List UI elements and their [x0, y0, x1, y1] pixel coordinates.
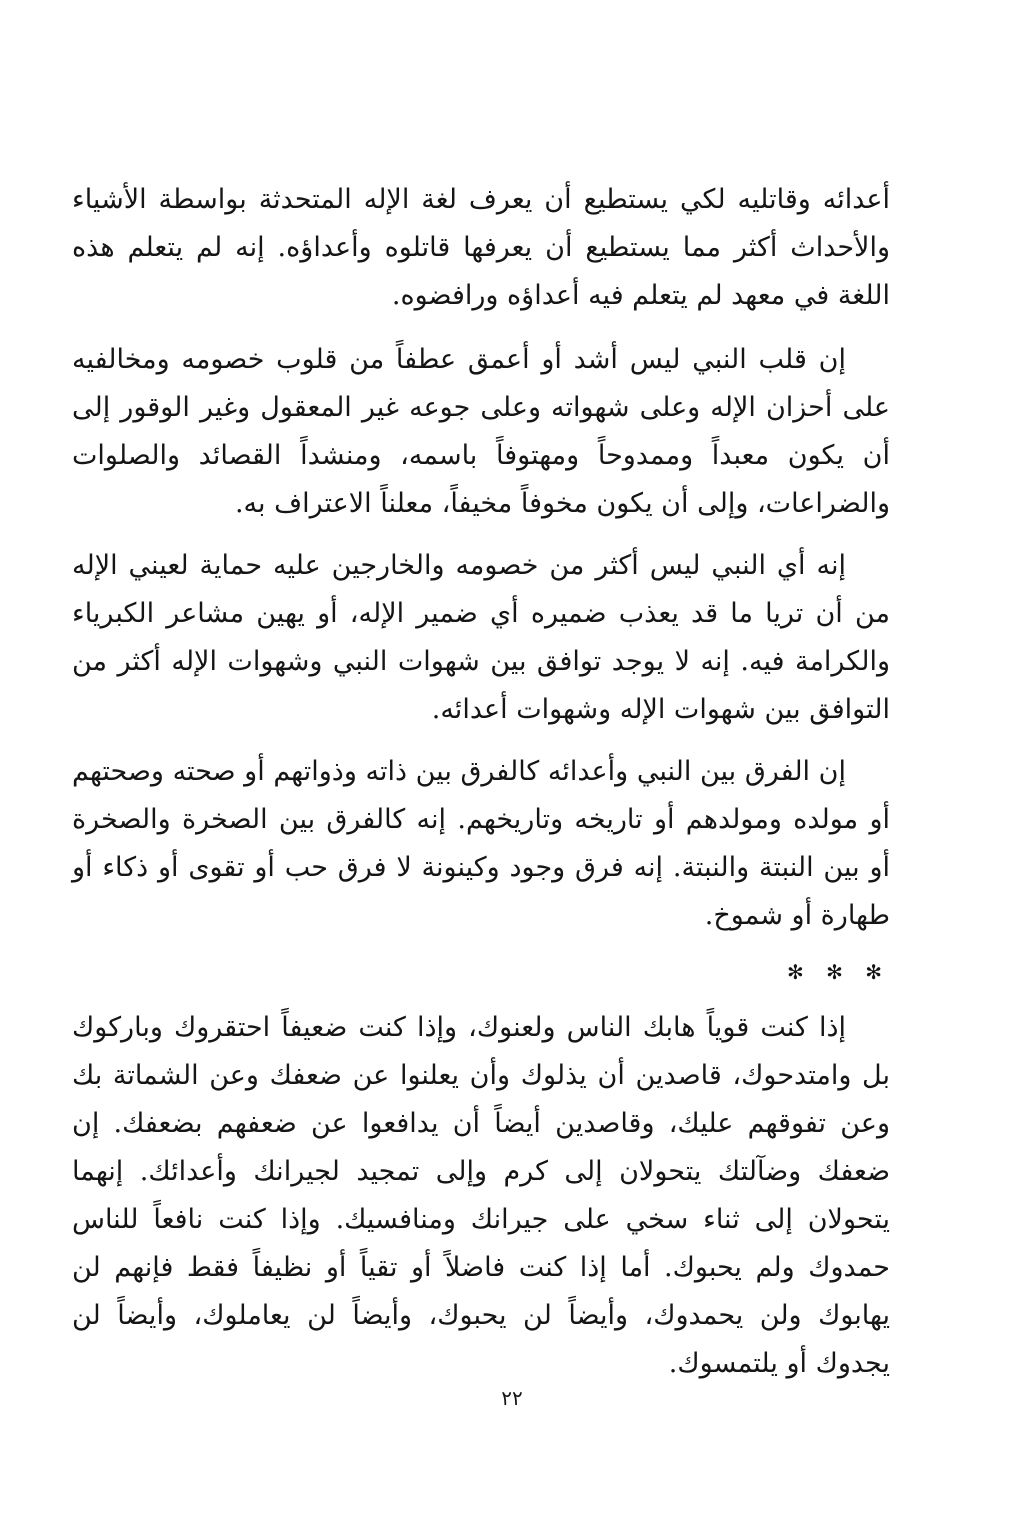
paragraph-strength-weakness: إذا كنت قوياً هابك الناس ولعنوك، وإذا كنت ضعيفاً احتقروك وباركوك بل وامتدحوك، قاصدين أن يذلوك وأن يعلنوا عن ضعفك وعن الشماتة بك وعن تفوقهم عليك، وقاصدين أيضاً أن يدافعوا عن ضعفهم بضعفك. إن ضعفك وضآلتك يتحولان إلى كرم وإلى تمجيد لجيرانك وأعدائك. إنهما يتحولان إلى ثناء سخي على جيرانك ومنافسيك. وإذا كنت نافعاً للناس حمدوك ولم يحبوك. أما إذا كنت فاضلاً أو تقياً أو نظيفاً فقط فإنهم لن يهابوك ولن يحمدوك، وأيضاً لن يحبوك، وأيضاً لن يعاملوك، وأيضاً لن يجدوك أو يلتمسوك. — [72, 1012, 890, 1379]
body-text — [72, 176, 890, 1402]
paragraph-continuation: أعدائه وقاتليه لكي يستطيع أن يعرف لغة الإله المتحدثة بواسطة الأشياء والأحداث أكثر مما يستطيع أن يعرفها قاتلوه وأعداؤه. إنه لم يتعلم هذه اللغة في معهد لم يتعلم فيه أعداؤه ورافضوه. — [72, 184, 890, 311]
paragraph-prophet-protection: إنه أي النبي ليس أكثر من خصومه والخارجين عليه حماية لعيني الإله من أن تريا ما قد يعذب ضميره أي ضمير الإله، أو يهين مشاعر الكبرياء والكرامة فيه. إنه لا يوجد توافق بين شهوات النبي وشهوات الإله أكثر من التوافق بين شهوات الإله وشهوات أعدائه. — [72, 550, 890, 725]
page-number: ٢٢ — [501, 1386, 523, 1410]
section-separator: ✻ ✻ ✻ — [787, 960, 890, 984]
paragraph-difference: إن الفرق بين النبي وأعدائه كالفرق بين ذاته وذواتهم أو صحته وصحتهم أو مولده ومولدهم أو تاريخه وتاريخهم. إنه كالفرق بين الصخرة والصخرة أو بين النبتة والنبتة. إنه فرق وجود وكينونة لا فرق حب أو تقوى أو ذكاء أو طهارة أو شموخ. — [72, 756, 890, 931]
paragraph-prophet-heart: إن قلب النبي ليس أشد أو أعمق عطفاً من قلوب خصومه ومخالفيه على أحزان الإله وعلى شهواته وعلى جوعه غير المعقول وغير الوقور إلى أن يكون معبداً وممدوحاً ومهتوفاً باسمه، ومنشداً القصائد والصلوات والضراعات، وإلى أن يكون مخوفاً مخيفاً، معلناً الاعتراف به. — [72, 344, 890, 519]
